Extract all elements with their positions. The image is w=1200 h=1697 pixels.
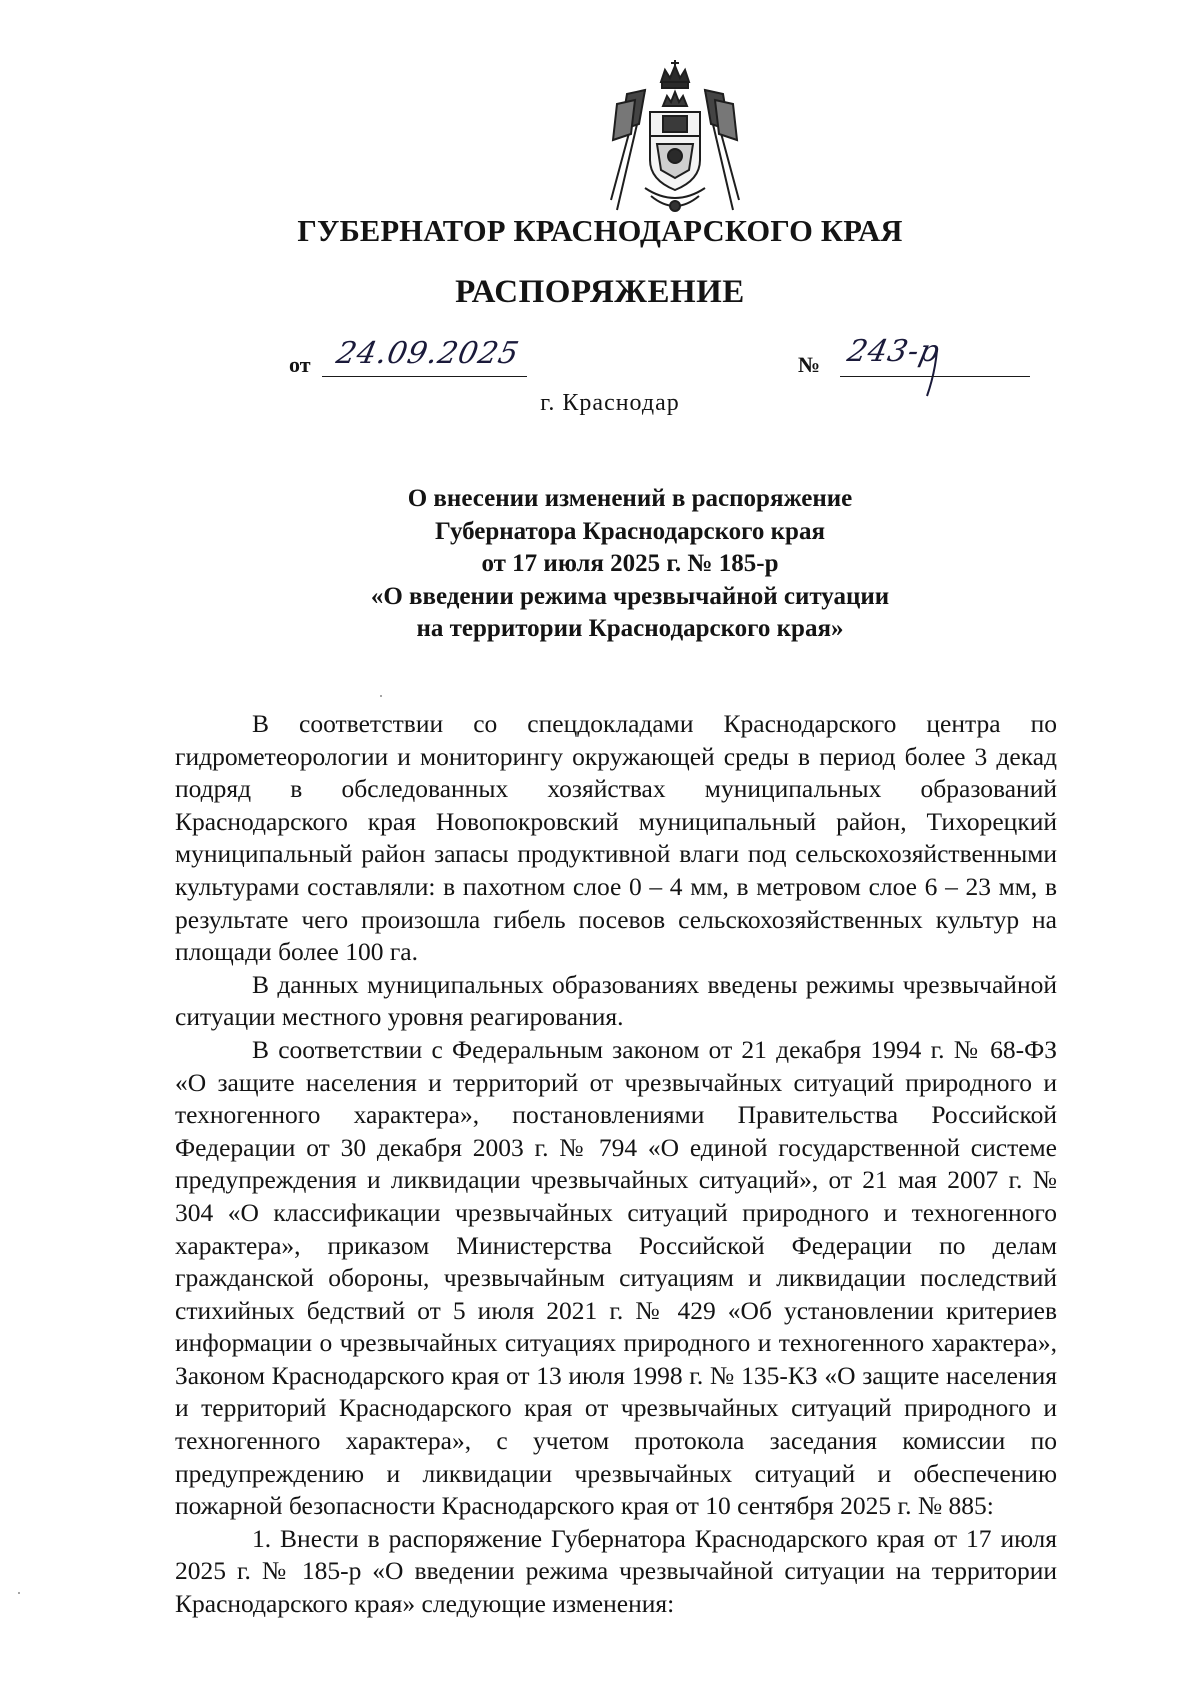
title-line: Губернатора Краснодарского края — [434, 517, 825, 545]
document-type: РАСПОРЯЖЕНИЕ — [455, 274, 745, 310]
date-field — [289, 338, 529, 378]
coat-of-arms-emblem — [605, 60, 745, 220]
body-paragraph: В соответствии со спецдокладами Краснодарского центра по гидрометеорологии и мониторингу окружающей среды в период более 3 декад подряд в обследованных хозяйствах муниципальных образований Краснодарского края Новопокровский муниципальный район, Тихорецкий муниципальный район запасы продуктивной влаги под сельскохозяйственными культурами составляли: в пахотном слое 0 – 4 мм, в метровом слое 6 – 23 мм, в результате чего произошла гибель посевов сельскохозяйственных культур на площади более 100 га. — [175, 709, 1057, 967]
number-underline — [840, 376, 1030, 377]
body-paragraph: В данных муниципальных образованиях введены режимы чрезвычайной ситуации местного уровня реагирования. — [175, 969, 1057, 1032]
document-title — [300, 483, 960, 646]
coat-of-arms-icon — [605, 60, 745, 220]
date-label: от — [289, 352, 311, 377]
title-line: О внесении изменений в распоряжение — [407, 485, 853, 512]
scan-speck — [380, 695, 382, 697]
document-body — [175, 708, 1057, 1621]
number-field — [798, 334, 1038, 398]
body-paragraph: 1. Внести в распоряжение Губернатора Краснодарского края от 17 июля 2025 г. № 185-р «О введении режима чрезвычайной ситуации на территории Краснодарского края» следующие изменения: — [175, 1523, 1057, 1619]
city-line: г. Краснодар — [540, 390, 680, 416]
date-underline — [322, 376, 527, 377]
scan-speck — [18, 1592, 20, 1594]
date-value: 24.09.2025 — [333, 336, 523, 371]
number-value: 243-р — [844, 334, 944, 369]
number-label: № — [798, 352, 821, 377]
body-paragraph: В соответствии с Федеральным законом от 21 декабря 1994 г. № 68-ФЗ «О защите населения и территорий от чрезвычайных ситуаций природного и техногенного характера», постановлениями Правительства Российской Федерации от 30 декабря 2003 г. № 794 «О единой государственной системе предупреждения и ликвидации чрезвычайных ситуаций», от 21 мая 2007 г. № 304 «О классификации чрезвычайных ситуаций природного и техногенного характера», приказом Министерства Российской Федерации по делам гражданской обороны, чрезвычайным ситуациям и ликвидации последствий стихийных бедствий от 5 июля 2021 г. № 429 «Об установлении критериев информации о чрезвычайных ситуациях природного и техногенного характера», Законом Краснодарского края от 13 июля 1998 г. № 135-КЗ «О защите населения и территорий Краснодарского края от чрезвычайных ситуаций природного и техногенного характера», с учетом протокола заседания комиссии по предупреждению и ликвидации чрезвычайных ситуаций и обеспечению пожарной безопасности Краснодарского края от 10 сентября 2025 г. № 885: — [175, 1034, 1057, 1521]
title-line: «О введении режима чрезвычайной ситуации — [370, 582, 890, 610]
title-line: на территории Краснодарского края» — [416, 615, 844, 642]
title-line: от 17 июля 2025 г. № 185-р — [481, 550, 779, 577]
issuing-authority: ГУБЕРНАТОР КРАСНОДАРСКОГО КРАЯ — [297, 214, 903, 248]
